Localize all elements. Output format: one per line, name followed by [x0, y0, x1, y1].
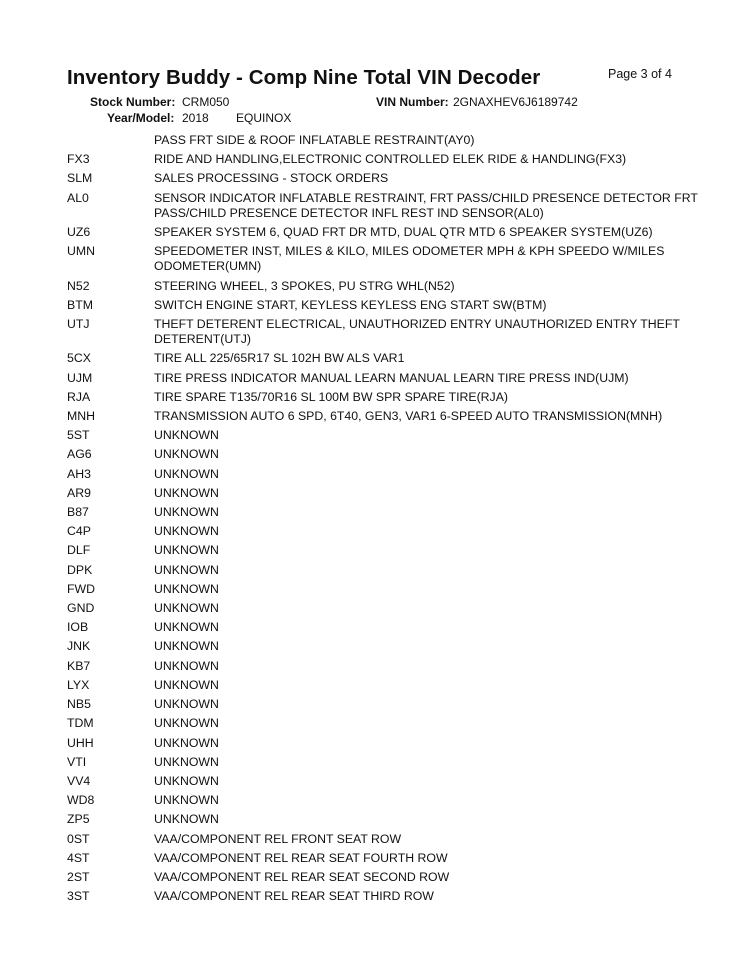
option-row [0, 315, 742, 349]
option-row [0, 580, 742, 599]
option-code: UZ6 [67, 225, 91, 240]
vin-number-value: 2GNAXHEV6J6189742 [453, 95, 578, 109]
option-description: UNKNOWN [154, 677, 219, 692]
option-description: UNKNOWN [154, 505, 219, 520]
stock-number-label: Stock Number: [90, 95, 176, 109]
option-code-list [0, 131, 742, 906]
option-description: SENSOR INDICATOR INFLATABLE RESTRAINT, FRT PASS/CHILD PRESENCE DETECTOR FRT PASS/CHILD PRESENCE DETECTOR INFL REST IND SENSOR(AL0) [154, 190, 698, 220]
option-row [0, 772, 742, 791]
option-code: KB7 [67, 658, 91, 673]
option-code: RJA [67, 389, 91, 404]
option-code: ZP5 [67, 812, 90, 827]
option-description: UNKNOWN [154, 447, 219, 462]
option-row [0, 695, 742, 714]
option-row [0, 791, 742, 810]
option-description: UNKNOWN [154, 639, 219, 654]
option-row [0, 503, 742, 522]
option-description: UNKNOWN [154, 793, 219, 808]
option-description: TRANSMISSION AUTO 6 SPD, 6T40, GEN3, VAR1 6-SPEED AUTO TRANSMISSION(MNH) [154, 409, 663, 424]
option-row [0, 714, 742, 733]
option-description: UNKNOWN [154, 812, 219, 827]
option-row [0, 189, 742, 223]
option-description: SPEEDOMETER INST, MILES & KILO, MILES ODOMETER MPH & KPH SPEEDO W/MILES ODOMETER(UMN) [154, 244, 665, 274]
option-row [0, 830, 742, 849]
option-code: WD8 [67, 793, 95, 808]
option-row [0, 465, 742, 484]
option-code: JNK [67, 639, 91, 654]
option-row [0, 676, 742, 695]
option-code: 0ST [67, 831, 90, 846]
option-code: AR9 [67, 485, 91, 500]
option-code: BTM [67, 297, 93, 312]
option-code: AL0 [67, 190, 89, 205]
option-code: LYX [67, 677, 90, 692]
option-row [0, 734, 742, 753]
option-code: 5ST [67, 428, 90, 443]
option-row [0, 150, 742, 169]
model-value: EQUINOX [236, 111, 292, 125]
year-model-label: Year/Model: [107, 111, 175, 125]
option-code: B87 [67, 505, 89, 520]
option-description: UNKNOWN [154, 658, 219, 673]
stock-number-value: CRM050 [182, 95, 230, 109]
option-code: AG6 [67, 447, 92, 462]
option-description: UNKNOWN [154, 716, 219, 731]
option-row [0, 561, 742, 580]
option-description: STEERING WHEEL, 3 SPOKES, PU STRG WHL(N52) [154, 278, 455, 293]
option-code: NB5 [67, 697, 91, 712]
option-code: DPK [67, 562, 93, 577]
option-description: TIRE PRESS INDICATOR MANUAL LEARN MANUAL LEARN TIRE PRESS IND(UJM) [154, 370, 629, 385]
option-row [0, 599, 742, 618]
option-row [0, 277, 742, 296]
option-description: UNKNOWN [154, 524, 219, 539]
option-code: FX3 [67, 152, 90, 167]
option-row [0, 887, 742, 906]
option-row [0, 369, 742, 388]
option-description: VAA/COMPONENT REL REAR SEAT THIRD ROW [154, 889, 434, 904]
option-code: 5CX [67, 351, 91, 366]
option-description: SALES PROCESSING - STOCK ORDERS [154, 171, 389, 186]
option-description: UNKNOWN [154, 620, 219, 635]
option-code: UMN [67, 244, 96, 259]
option-description: UNKNOWN [154, 466, 219, 481]
option-code: IOB [67, 620, 89, 635]
option-row [0, 223, 742, 242]
option-row [0, 242, 742, 276]
option-row [0, 349, 742, 368]
option-code: VV4 [67, 773, 91, 788]
option-code: MNH [67, 409, 96, 424]
option-row [0, 426, 742, 445]
option-description: RIDE AND HANDLING,ELECTRONIC CONTROLLED ELEK RIDE & HANDLING(FX3) [154, 152, 627, 167]
option-code: VTI [67, 754, 87, 769]
option-description: UNKNOWN [154, 735, 219, 750]
option-description: PASS FRT SIDE & ROOF INFLATABLE RESTRAINT(AY0) [154, 133, 475, 147]
option-description: UNKNOWN [154, 562, 219, 577]
option-description: TIRE SPARE T135/70R16 SL 100M BW SPR SPARE TIRE(RJA) [154, 389, 508, 404]
option-description: UNKNOWN [154, 754, 219, 769]
page-number: Page 3 of 4 [608, 67, 672, 81]
option-description: THEFT DETERENT ELECTRICAL, UNAUTHORIZED ENTRY UNAUTHORIZED ENTRY THEFT DETERENT(UTJ) [154, 317, 680, 347]
option-row [0, 868, 742, 887]
option-code: 2ST [67, 869, 90, 884]
option-row [0, 388, 742, 407]
option-row [0, 541, 742, 560]
year-value: 2018 [182, 111, 209, 125]
option-row [0, 637, 742, 656]
option-description: UNKNOWN [154, 543, 219, 558]
option-row [0, 407, 742, 426]
option-code: UHH [67, 735, 94, 750]
option-code: TDM [67, 716, 94, 731]
option-description: UNKNOWN [154, 581, 219, 596]
option-description: UNKNOWN [154, 697, 219, 712]
option-description: UNKNOWN [154, 773, 219, 788]
page-title: Inventory Buddy - Comp Nine Total VIN Decoder [67, 66, 541, 89]
option-code: AH3 [67, 466, 91, 481]
option-description: TIRE ALL 225/65R17 SL 102H BW ALS VAR1 [154, 351, 405, 366]
option-code: UTJ [67, 317, 90, 332]
option-code: GND [67, 601, 95, 616]
option-row [0, 484, 742, 503]
option-row [0, 753, 742, 772]
option-description: UNKNOWN [154, 601, 219, 616]
option-code: DLF [67, 543, 91, 558]
option-row [0, 169, 742, 188]
option-row [0, 849, 742, 868]
option-code: 4ST [67, 850, 90, 865]
option-row [0, 618, 742, 637]
vin-number-label: VIN Number: [376, 95, 449, 109]
option-description: UNKNOWN [154, 428, 219, 443]
option-code: UJM [67, 370, 93, 385]
option-code: SLM [67, 171, 93, 186]
option-row [0, 445, 742, 464]
option-description: SPEAKER SYSTEM 6, QUAD FRT DR MTD, DUAL QTR MTD 6 SPEAKER SYSTEM(UZ6) [154, 225, 653, 240]
option-code: FWD [67, 581, 95, 596]
option-description: SWITCH ENGINE START, KEYLESS KEYLESS ENG START SW(BTM) [154, 297, 547, 312]
option-description: VAA/COMPONENT REL REAR SEAT SECOND ROW [154, 869, 450, 884]
option-row [0, 296, 742, 315]
option-row [0, 131, 742, 150]
option-row [0, 522, 742, 541]
option-description: VAA/COMPONENT REL FRONT SEAT ROW [154, 831, 402, 846]
option-description: UNKNOWN [154, 485, 219, 500]
option-description: VAA/COMPONENT REL REAR SEAT FOURTH ROW [154, 850, 448, 865]
option-row [0, 810, 742, 829]
option-code: N52 [67, 278, 90, 293]
option-code: C4P [67, 524, 91, 539]
option-row [0, 657, 742, 676]
option-code: 3ST [67, 889, 90, 904]
